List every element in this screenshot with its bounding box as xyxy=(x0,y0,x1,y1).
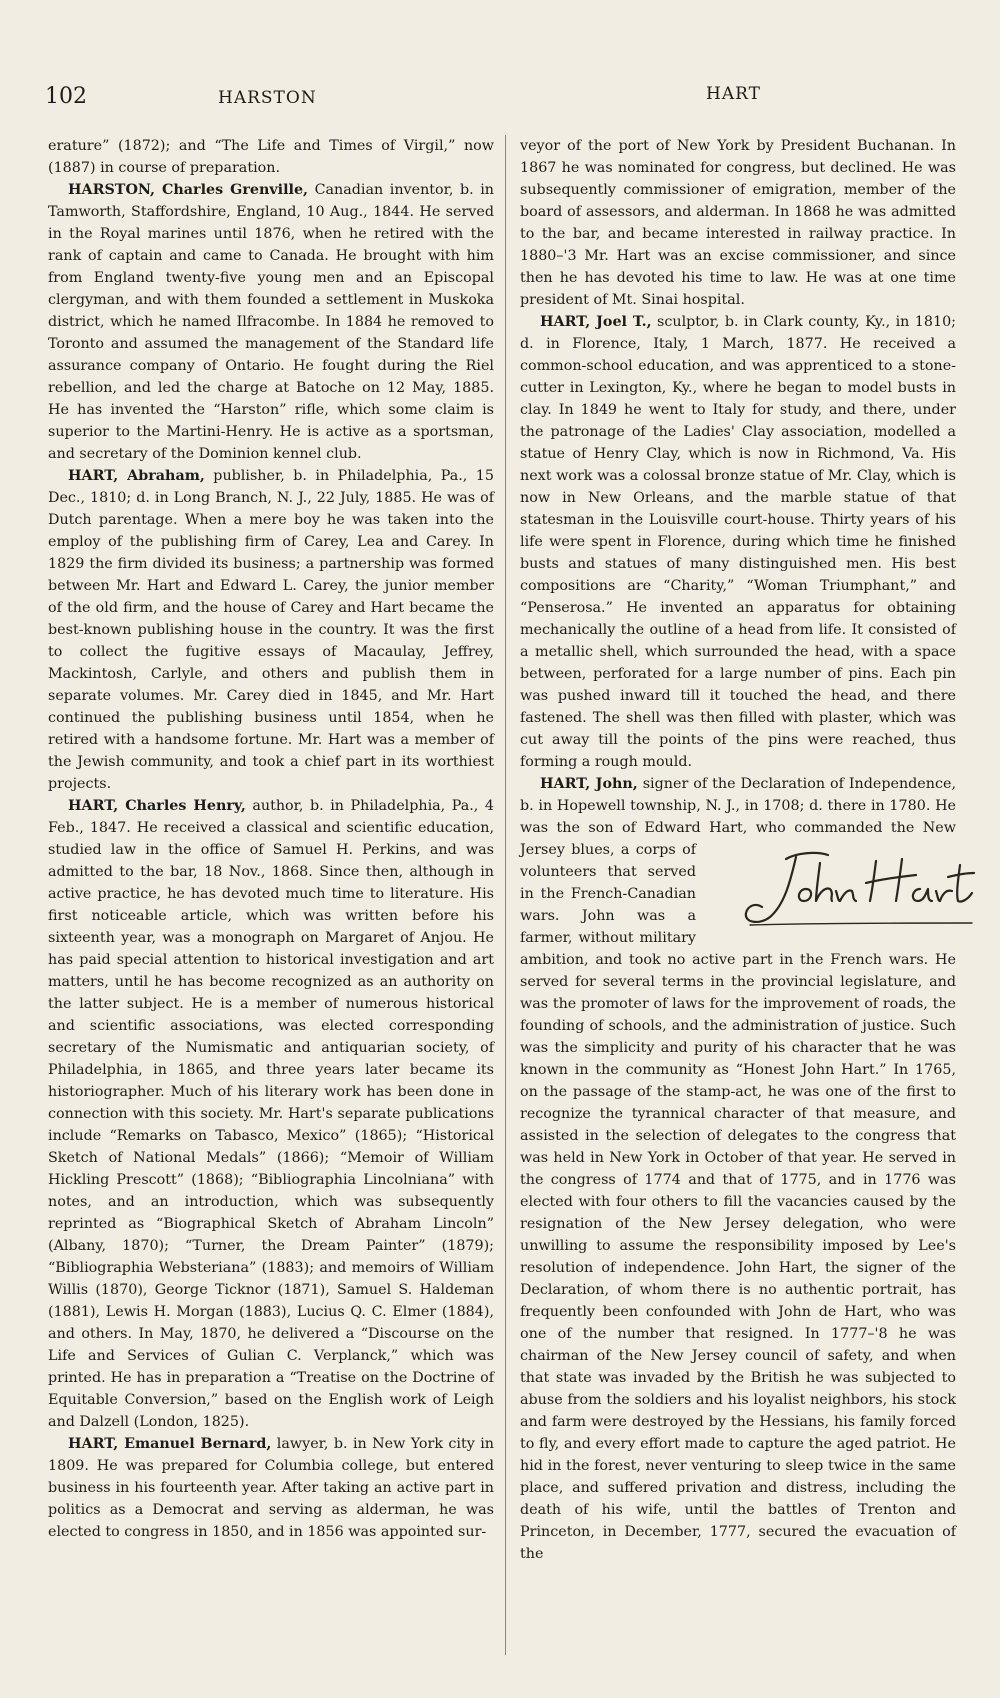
entry-headword: HART, John, xyxy=(540,776,638,792)
continued-entry: erature” (1872); and “The Life and Times of Virgil,” now (1887) in course of preparation. xyxy=(48,138,494,176)
entry-headword: HART, Emanuel Bernard, xyxy=(68,1436,272,1452)
entry-hart-john xyxy=(520,773,956,1565)
continued-entry: veyor of the port of New York by President Buchanan. In 1867 he was nominated for congress, but declined. He was subsequently commissioner of emigration, member of the board of assessors, and alderman. In 1868 he was admitted to the bar, and became interested in railway practice. In 1880–'3 Mr. Hart was an excise commissioner, and since then he has devoted his time to law. He was at one time president of Mt. Sinai hospital. xyxy=(520,138,956,308)
entry-text: author, b. in Philadelphia, Pa., 4 Feb., 1847. He received a classical and scientific education, studied law in the office of Samuel H. Perkins, and was admitted to the bar, 18 Nov., 1868. Since then, although in active practice, he has devoted much time to literature. His first noticeable article, which was written before his sixteenth year, was a monograph on Margaret of Anjou. He has paid special attention to historical investigation and art matters, until he has become recognized as an authority on the latter subject. He is a member of numerous historical and scientific associations, was elected corresponding secretary of the Numismatic and antiquarian society, of Philadelphia, in 1865, and three years later became its historiographer. Much of his literary work has been done in connection with this society. Mr. Hart's separate publications include “Remarks on Tabasco, Mexico” (1865); “Historical Sketch of National Medals” (1866); “Memoir of William Hickling Prescott” (1868); “Bibliographia Lincolniana” with notes, and an introduction, which was subsequently reprinted as “Biographical Sketch of Abraham Lincoln” (Albany, 1870); “Turner, the Dream Painter” (1879); “Bibliographia Websteriana” (1883); and memoirs of William Willis (1870), George Ticknor (1871), Samuel S. Haldeman (1881), Lewis H. Morgan (1883), Lucius Q. C. Elmer (1884), and others. In May, 1870, he delivered a “Discourse on the Life and Services of Gulian C. Verplanck,” which was printed. He has in preparation a “Treatise on the Doctrine of Equitable Conversion,” based on the English work of Leigh and Dalzell (London, 1825). xyxy=(48,798,494,1430)
entry-text: lawyer, b. in New York city in 1809. He was prepared for Columbia college, but entered business in his fourteenth year. After taking an active part in politics as a Democrat and serving as alderman, he was elected to congress in 1850, and in 1856 was appointed sur- xyxy=(48,1436,494,1540)
entry-headword: HART, Charles Henry, xyxy=(68,798,246,814)
right-running-head: HART xyxy=(706,84,761,104)
page-number: 102 xyxy=(45,84,87,109)
entry-hart-emanuel xyxy=(48,1433,494,1543)
entry-harston xyxy=(48,179,494,465)
entry-text: publisher, b. in Philadelphia, Pa., 15 Dec., 1810; d. in Long Branch, N. J., 22 July, 1885. He was of Dutch parentage. When a mere boy he was taken into the employ of the publishing firm of Carey, Lea and Carey. In 1829 the firm divided its business; a partnership was formed between Mr. Hart and Edward L. Carey, the junior member of the old firm, and the house of Carey and Hart became the best-known publishing house in the country. It was the first to collect the fugitive essays of Macaulay, Jeffrey, Mackintosh, Carlyle, and others and publish them in separate volumes. Mr. Carey died in 1845, and Mr. Hart continued the publishing business until 1854, when he retired with a handsome fortune. Mr. Hart was a member of the Jewish community, and took a chief part in its worthiest projects. xyxy=(48,468,494,792)
left-running-head: HARSTON xyxy=(218,88,317,108)
entry-text: signer of the Declaration of Independence, b. in Hopewell township, N. J., in 1708; d. there in 1780. He was the son of Edward Hart, who commanded the New Jersey blues, xyxy=(520,776,956,858)
column-divider xyxy=(505,135,506,1655)
entry-hart-joel xyxy=(520,311,956,773)
left-column xyxy=(48,135,494,1543)
entry-headword: HARSTON, Charles Grenville, xyxy=(68,182,309,198)
entry-hart-abraham xyxy=(48,465,494,795)
signature-text xyxy=(706,843,707,844)
right-column xyxy=(520,135,956,1565)
entry-headword: HART, Joel T., xyxy=(540,314,652,330)
running-header xyxy=(0,84,1000,114)
entry-text: a corps of volunteers that served in the French-Canadian wars. John was a farmer, without military ambition, and took no active part in the French wars. He served for several terms in the provincial legislature, and was the promoter of laws for the improvement of roads, the founding of schools, and the administration of justice. Such was the simplicity and purity of his character that he was known in the community as “Honest John Hart.” In 1765, on the passage of the stamp-act, he was one of the first to recognize the tyrannical character of that measure, and assisted in the selection of delegates to the congress that was held in New York in October of that year. He served in the congress of 1774 and that of 1775, and in 1776 was elected with four others to fill the vacancies caused by the resignation of the New Jersey delegation, who were unwilling to assume the responsibility imposed by Lee's resolution of independence. John Hart, the signer of the Declaration, of whom there is no authentic portrait, has frequently been confounded with John de Hart, who was one of the number that resigned. In 1777–'8 he was chairman of the New Jersey council of safety, and when that state was invaded by the British he was subjected to abuse from the soldiers and his loyalist neighbors, his stock and farm were destroyed by the Hessians, his family forced to fly, and every effort made to capture the aged patriot. He hid in the forest, never venturing to sleep twice in the same place, and suffered privation and distress, including the death of his wife, until the battles of Trenton and Princeton, in December, 1777, secured the evacuation of the xyxy=(520,842,956,1562)
signature-image xyxy=(706,843,956,931)
entry-headword: HART, Abraham, xyxy=(68,468,205,484)
entry-text: Canadian inventor, b. in Tamworth, Staffordshire, England, 10 Aug., 1844. He served in the Royal marines until 1876, when he retired with the rank of captain and came to Canada. He brought with him from England twenty-five young men and an Episcopal clergyman, and with them founded a settlement in Muskoka district, which he named Ilfracombe. In 1884 he removed to Toronto and assumed the management of the Standard life assurance company of Ontario. He fought during the Riel rebellion, and led the charge at Batoche on 12 May, 1885. He has invented the “Harston” rifle, which some claim is superior to the Martini-Henry. He is active as a sportsman, and secretary of the Dominion kennel club. xyxy=(48,182,494,462)
entry-hart-charles-henry xyxy=(48,795,494,1433)
entry-text: sculptor, b. in Clark county, Ky., in 1810; d. in Florence, Italy, 1 March, 1877. He received a common-school education, and was apprenticed to a stone-cutter in Lexington, Ky., where he began to model busts in clay. In 1849 he went to Italy for study, and there, under the patronage of the Ladies' Clay association, modelled a statue of Henry Clay, which is now in Richmond, Va. His next work was a colossal bronze statue of Mr. Clay, which is now in New Orleans, and the marble statue of that statesman in the Louisville court-house. Thirty years of his life were spent in Florence, during which time he finished busts and statues of many distinguished men. His best compositions are “Charity,” “Woman Triumphant,” and “Penserosa.” He invented an apparatus for obtaining mechanically the outline of a head from life. It consisted of a metallic shell, which surrounded the head, with a space between, perforated for a large number of pins. Each pin was pushed inward till it touched the head, and there fastened. The shell was then filled with plaster, which was cut away till the points of the pins were reached, thus forming a rough mould. xyxy=(520,314,956,770)
signature-drawing xyxy=(726,843,976,931)
